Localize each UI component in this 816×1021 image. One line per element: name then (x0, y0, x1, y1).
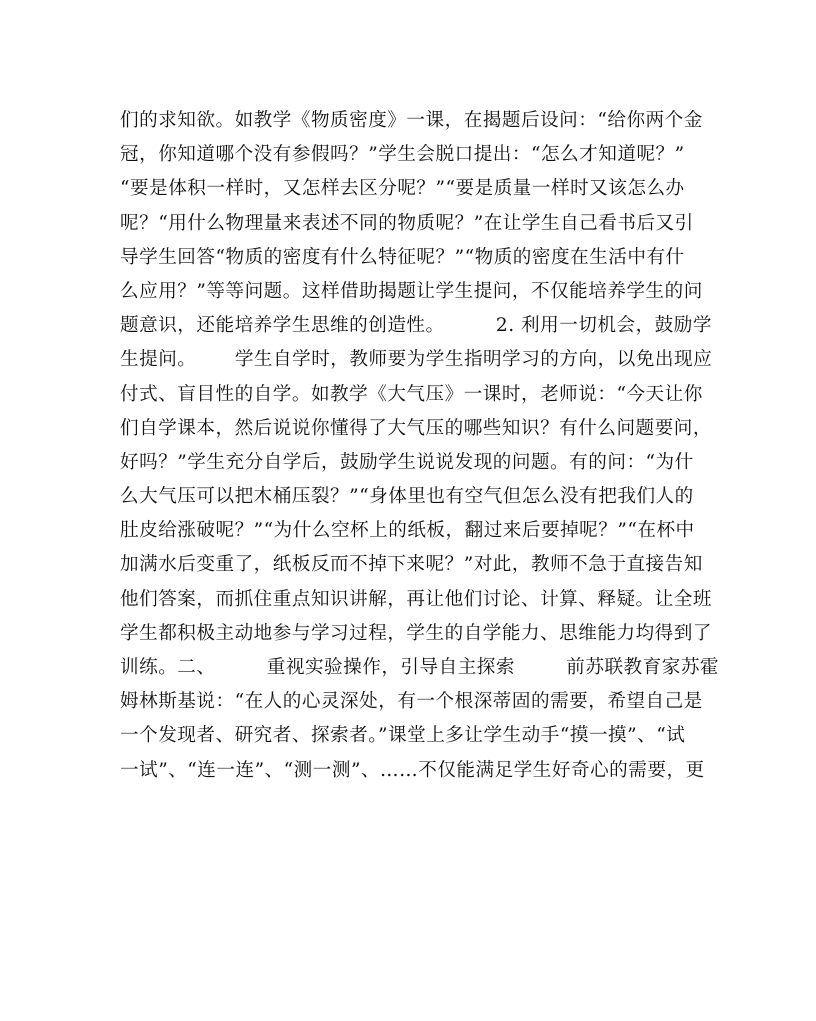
text-line-12: 么大气压可以把木桶压裂？”“身体里也有空气但怎么没有把我们人的 (120, 486, 694, 508)
text-line-10: 们自学课本，然后说说你懂得了大气压的哪些知识？有什么问题要问， (120, 417, 712, 439)
text-line-16: 学生都积极主动地参与学习过程，学生的自学能力、思维能力均得到了 (120, 622, 712, 644)
text-line-17: 训练。二、 重视实验操作，引导自主探索 前苏联教育家苏霍 (120, 657, 720, 678)
text-line-9: 付式、盲目性的自学。如教学《大气压》一课时，老师说：“今天让你 (120, 383, 703, 405)
text-line-15: 他们答案，而抓住重点知识讲解，再让他们讨论、计算、释疑。让全班 (120, 588, 712, 610)
text-line-14: 加满水后变重了，纸板反而不掉下来呢？”对此，教师不急于直接告知 (120, 554, 703, 576)
text-line-2: 冠，你知道哪个没有参假吗？”学生会脱口提出：“怎么才知道呢？” (120, 144, 685, 166)
text-line-8: 生提问。 学生自学时，教师要为学生指明学习的方向，以免出现应 (120, 349, 713, 371)
body-text (120, 104, 720, 788)
text-line-19: 一个发现者、研究者、探索者。”课堂上多让学生动手“摸一摸”、“试 (120, 725, 686, 747)
text-line-6: 么应用？”等等问题。这样借助揭题让学生提问，不仅能培养学生的问 (120, 280, 703, 302)
text-line-5: 导学生回答“物质的密度有什么特征呢？”“物质的密度在生活中有什 (120, 246, 685, 268)
text-line-3: “要是体积一样时，又怎样去区分呢？”“要是质量一样时又该怎么办 (120, 178, 685, 200)
text-line-7: 题意识，还能培养学生思维的创造性。 2. 利用一切机会，鼓励学 (120, 315, 712, 337)
text-line-11: 好吗？”学生充分自学后，鼓励学生说说发现的问题。有的问：“为什 (120, 451, 694, 473)
text-line-18: 姆林斯基说：“在人的心灵深处，有一个根深蒂固的需要，希望自己是 (120, 691, 703, 713)
text-line-13: 肚皮给涨破呢？”“为什么空杯上的纸板，翻过来后要掉呢？”“在杯中 (120, 520, 695, 542)
text-line-20: 一试”、“连一连”、“测一测”、……不仅能满足学生好奇心的需要，更 (120, 759, 705, 781)
text-line-1: 们的求知欲。如教学《物质密度》一课，在揭题后设问：“给你两个金 (120, 110, 703, 131)
text-line-4: 呢？“用什么物理量来表述不同的物质呢？”在让学生自己看书后又引 (120, 212, 694, 234)
